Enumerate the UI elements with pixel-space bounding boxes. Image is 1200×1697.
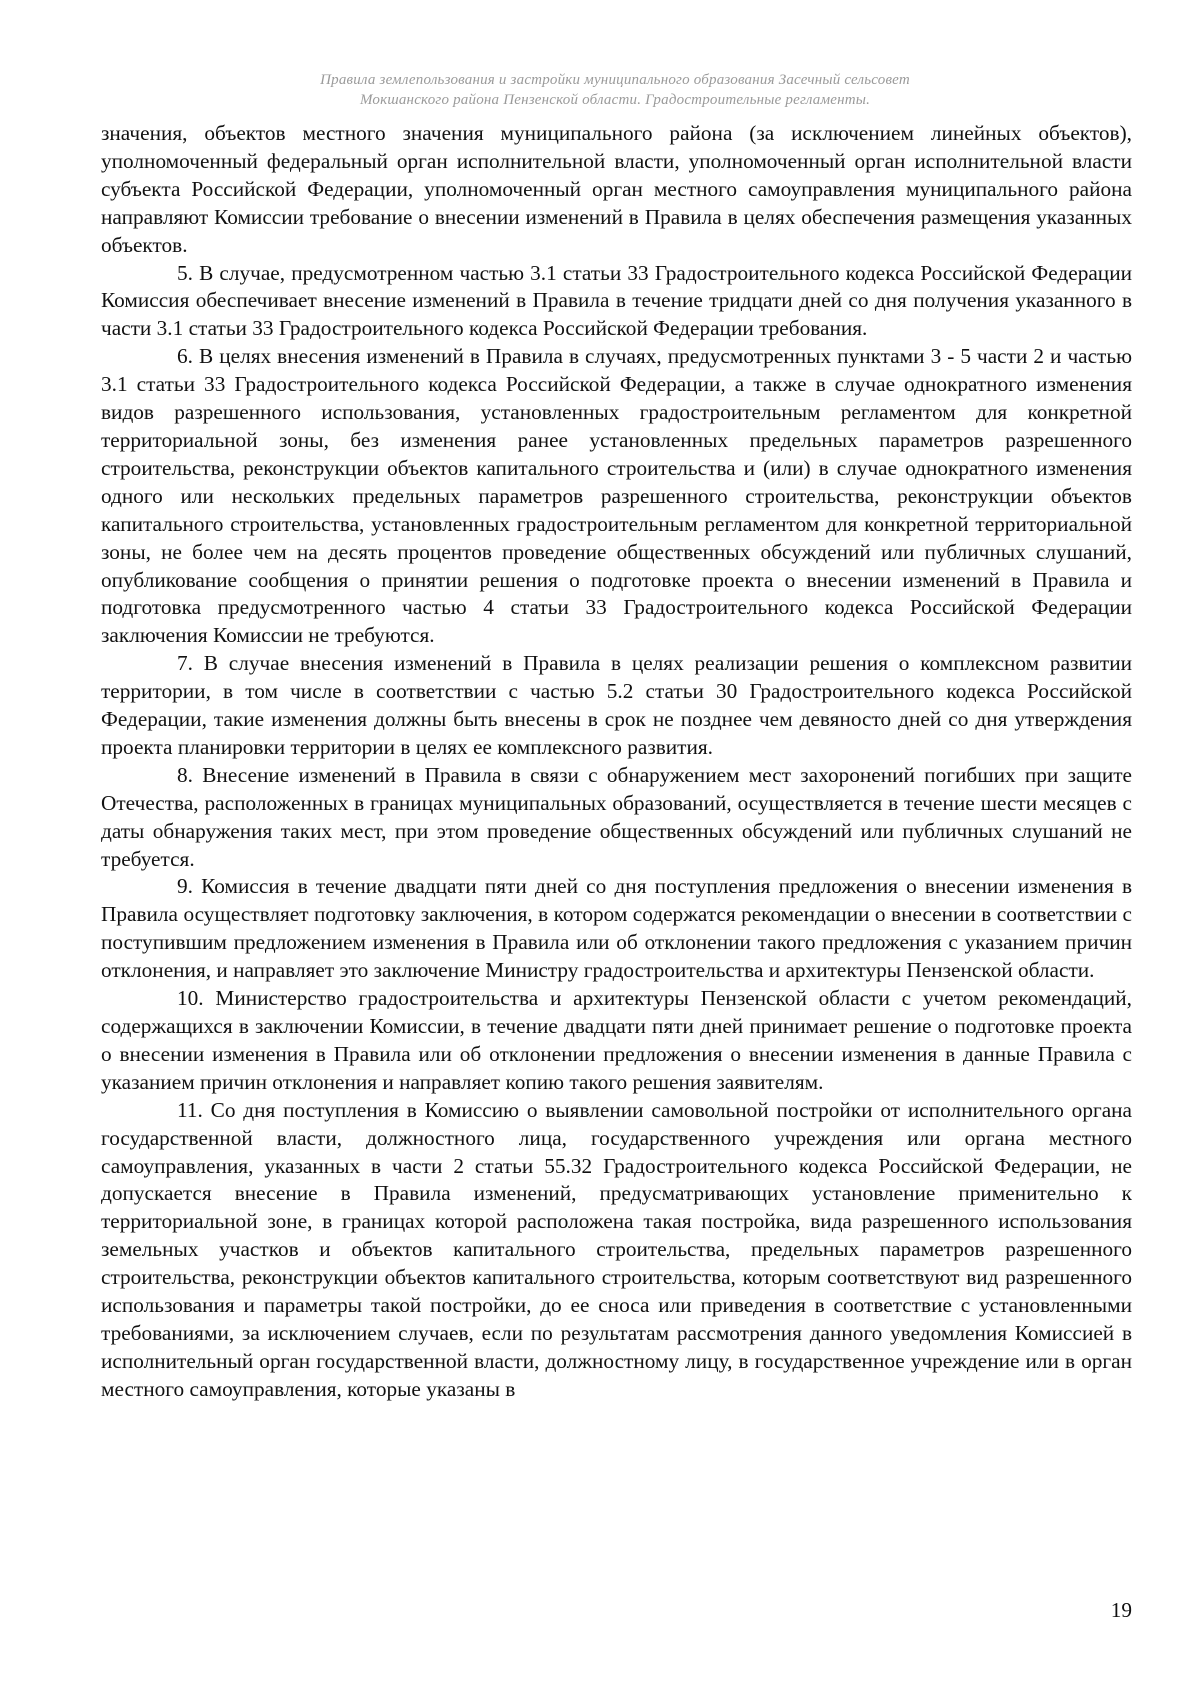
paragraph-continuation: значения, объектов местного значения муниципального района (за исключением линейных объектов), уполномоченный федеральный орган исполнительной власти, уполномоченный орган исполнительной власти субъекта Российской Федерации, уполномоченный орган местного самоуправления муниципального района направляют Комиссии требование о внесении изменений в Правила в целях обеспечения размещения указанных объектов. (101, 121, 1132, 257)
document-body (101, 120, 1132, 1404)
paragraph-6: 6. В целях внесения изменений в Правила в случаях, предусмотренных пунктами 3 - 5 части 2 и частью 3.1 статьи 33 Градостроительного кодекса Российской Федерации, а также в случае однократного изменения видов разрешенного использования, установленных градостроительным регламентом для конкретной территориальной зоны, без изменения ранее установленных предельных параметров разрешенного строительства, реконструкции объектов капитального строительства и (или) в случае однократного изменения одного или нескольких предельных параметров разрешенного строительства, реконструкции объектов капитального строительства, установленных градостроительным регламентом для конкретной территориальной зоны, не более чем на десять процентов проведение общественных обсуждений или публичных слушаний, опубликование сообщения о принятии решения о подготовке проекта о внесении изменений в Правила и подготовка предусмотренного частью 4 статьи 33 Градостроительного кодекса Российской Федерации заключения Комиссии не требуются. (101, 344, 1132, 648)
header-line-2: Мокшанского района Пензенской области. Градостроительные регламенты. (359, 92, 871, 108)
paragraph-10: 10. Министерство градостроительства и архитектуры Пензенской области с учетом рекомендаций, содержащихся в заключении Комиссии, в течение двадцати пяти дней принимает решение о подготовке проекта о внесении изменения в Правила или об отклонении предложения о внесении изменения в данные Правила с указанием причин отклонения и направляет копию такого решения заявителям. (101, 986, 1132, 1094)
page-number: 19 (1110, 1598, 1132, 1622)
header-line-1: Правила землепользования и застройки муниципального образования Засечный сельсовет (320, 72, 910, 88)
running-header (100, 70, 1130, 110)
paragraph-11: 11. Со дня поступления в Комиссию о выявлении самовольной постройки от исполнительного органа государственной власти, должностного лица, государственного учреждения или органа местного самоуправления, указанных в части 2 статьи 55.32 Градостроительного кодекса Российской Федерации, не допускается внесение в Правила изменений, предусматривающих установление применительно к территориальной зоне, в границах которой расположена такая постройка, вида разрешенного использования земельных участков и объектов капитального строительства, предельных параметров разрешенного строительства, реконструкции объектов капитального строительства, которым соответствуют вид разрешенного использования и параметры такой постройки, до ее сноса или приведения в соответствие с установленными требованиями, за исключением случаев, если по результатам рассмотрения данного уведомления Комиссией в исполнительный орган государственной власти, должностному лицу, в государственное учреждение или в орган местного самоуправления, которые указаны в (101, 1097, 1132, 1401)
paragraph-9: 9. Комиссия в течение двадцати пяти дней со дня поступления предложения о внесении изменения в Правила осуществляет подготовку заключения, в котором содержатся рекомендации о внесении в соответствии с поступившим предложением изменения в Правила или об отклонении такого предложения с указанием причин отклонения, и направляет это заключение Министру градостроительства и архитектуры Пензенской области. (101, 874, 1132, 983)
paragraph-7: 7. В случае внесения изменений в Правила в целях реализации решения о комплексном развитии территории, в том числе в соответствии с частью 5.2 статьи 30 Градостроительного кодекса Российской Федерации, такие изменения должны быть внесены в срок не позднее чем девяносто дней со дня утверждения проекта планировки территории в целях ее комплексного развития. (101, 651, 1132, 759)
paragraph-8: 8. Внесение изменений в Правила в связи с обнаружением мест захоронений погибших при защите Отечества, расположенных в границах муниципальных образований, осуществляется в течение шести месяцев с даты обнаружения таких мест, при этом проведение общественных обсуждений или публичных слушаний не требуется. (101, 762, 1132, 871)
paragraph-5: 5. В случае, предусмотренном частью 3.1 статьи 33 Градостроительного кодекса Российской Федерации Комиссия обеспечивает внесение изменений в Правила в течение тридцати дней со дня получения указанного в части 3.1 статьи 33 Градостроительного кодекса Российской Федерации требования. (101, 260, 1132, 341)
